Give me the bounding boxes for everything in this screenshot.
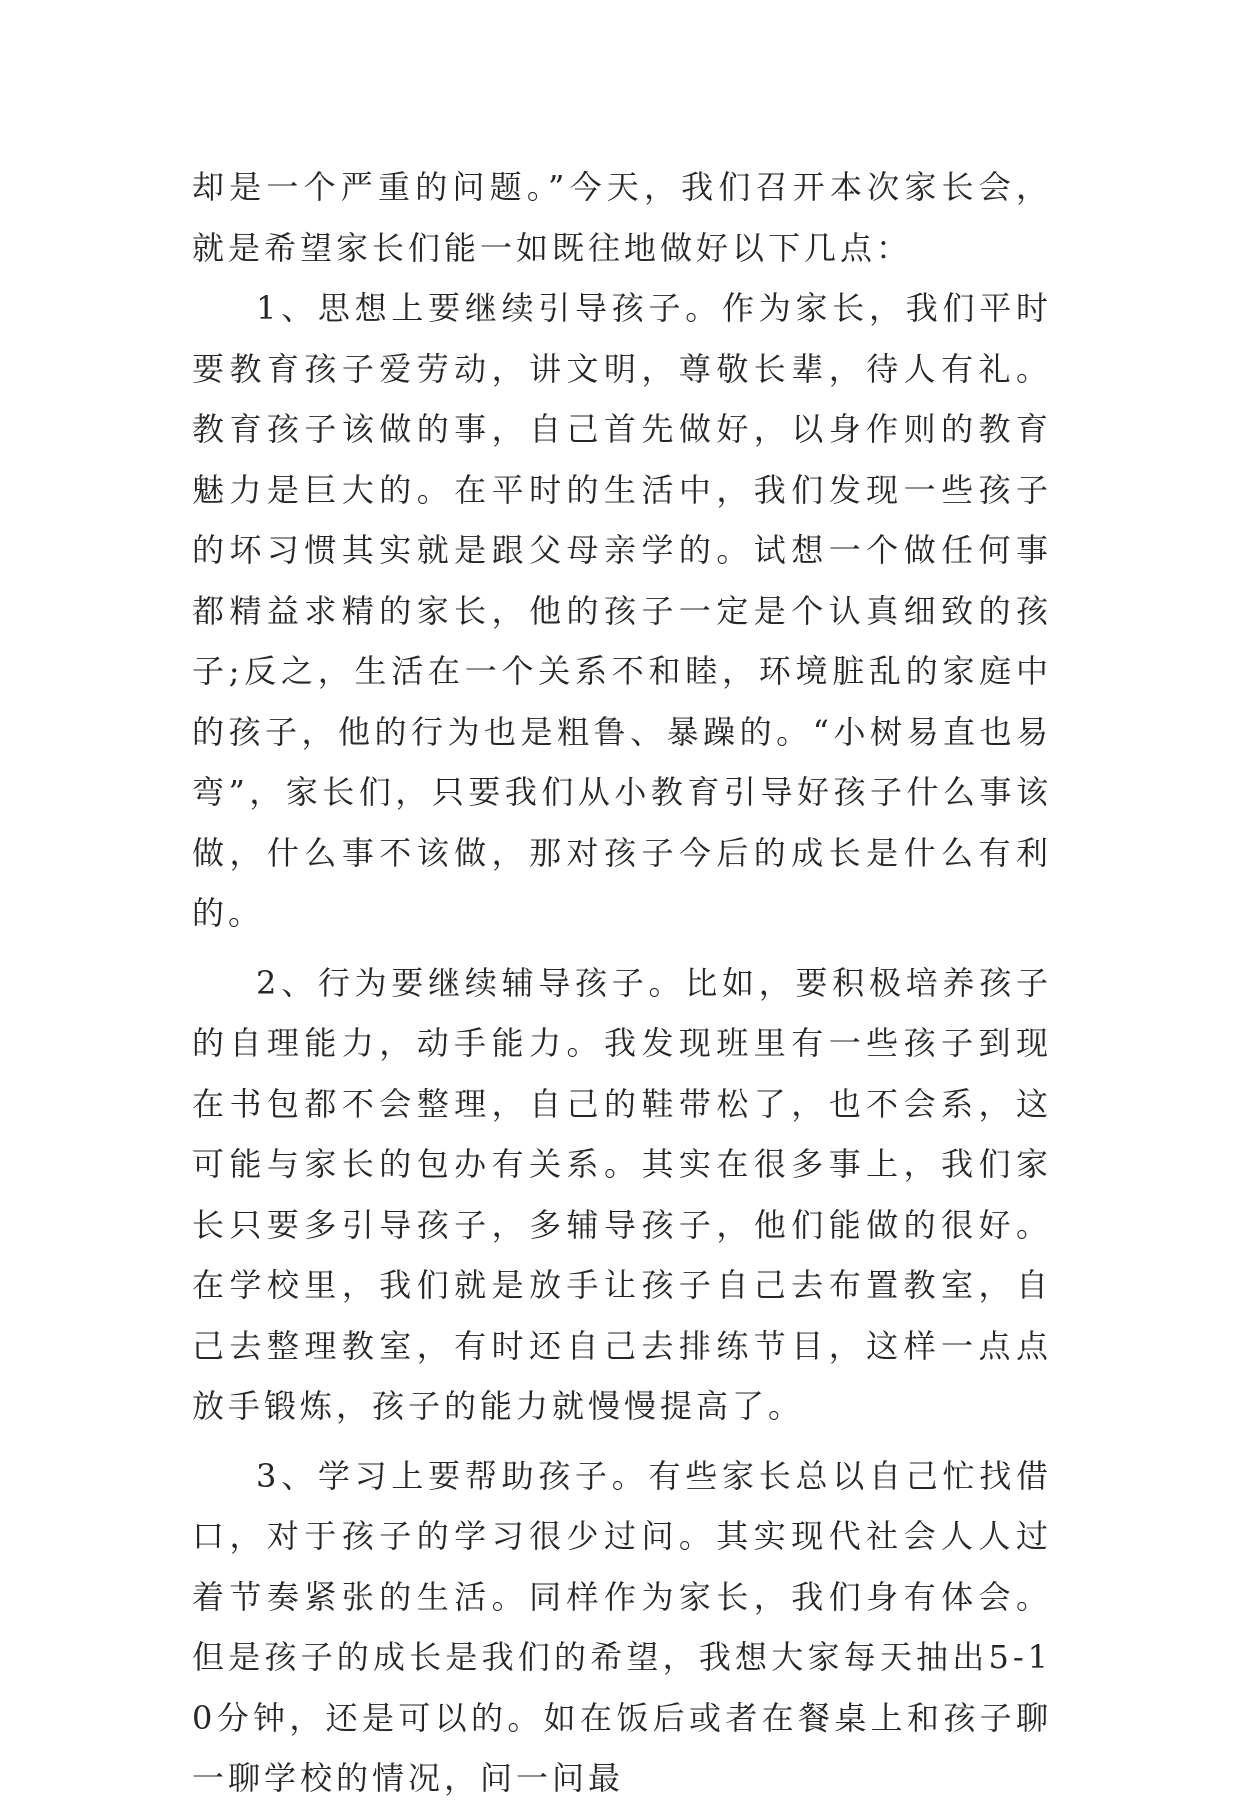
paragraph-point-3: 3、学习上要帮助孩子。有些家长总以自己忙找借口，对于孩子的学习很少过问。其实现代社会人人过着节奏紧张的生活。同样作为家长，我们身有体会。但是孩子的成长是我们的希望，我想大家每天抽出5-10分钟，还是可以的。如在饭后或者在餐桌上和孩子聊一聊学校的情况，问一问最	[192, 1456, 1052, 1797]
paragraph-intro-continuation: 却是一个严重的问题。”今天，我们召开本次家长会，就是希望家长们能一如既往地做好以下几点：	[192, 168, 1052, 267]
paragraph-point-2: 2、行为要继续辅导孩子。比如，要积极培养孩子的自理能力，动手能力。我发现班里有一些孩子到现在书包都不会整理，自己的鞋带松了，也不会系，这可能与家长的包办有关系。其实在很多事上，我们家长只要多引导孩子，多辅导孩子，他们能做的很好。在学校里，我们就是放手让孩子自己去布置教室，自己去整理教室，有时还自己去排练节目，这样一点点放手锻炼，孩子的能力就慢慢提高了。	[192, 963, 1052, 1425]
body-text	[192, 157, 1052, 1809]
paragraph-point-1: 1、思想上要继续引导孩子。作为家长，我们平时要教育孩子爱劳动，讲文明，尊敬长辈，待人有礼。教育孩子该做的事，自己首先做好，以身作则的教育魅力是巨大的。在平时的生活中，我们发现一些孩子的坏习惯其实就是跟父母亲学的。试想一个做任何事都精益求精的家长，他的孩子一定是个认真细致的孩子;反之，生活在一个关系不和睦，环境脏乱的家庭中的孩子，他的行为也是粗鲁、暴躁的。“小树易直也易弯”，家长们，只要我们从小教育引导好孩子什么事该做，什么事不该做，那对孩子今后的成长是什么有利的。	[192, 289, 1052, 932]
